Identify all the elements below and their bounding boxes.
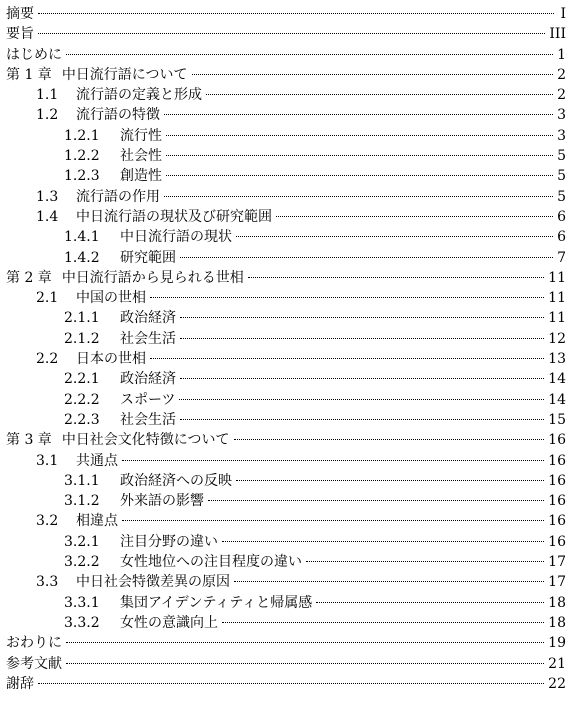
toc-entry-title: 中日社会文化特徴について (61, 432, 230, 449)
dot-leader (66, 663, 544, 664)
dot-leader (180, 338, 544, 339)
toc-entry-title: 謝辞 (6, 675, 34, 692)
toc-entry-page-number: 3 (557, 127, 566, 144)
toc-entry-label (36, 451, 118, 471)
toc-entry[interactable] (6, 654, 566, 674)
toc-entry-title: 流行語の定義と形成 (76, 87, 202, 104)
toc-entry-page-number: 5 (557, 168, 566, 185)
toc-entry[interactable] (6, 126, 566, 146)
toc-entry-label (6, 430, 230, 450)
dot-leader (38, 33, 545, 34)
toc-entry-title: 外来語の影響 (120, 493, 204, 510)
toc-entry[interactable] (6, 451, 566, 471)
toc-entry-title: 流行語の作用 (76, 188, 160, 205)
toc-entry-number: 1.2.2 (64, 148, 100, 165)
toc-entry-title: スポーツ (120, 391, 176, 408)
toc-entry-title: 相違点 (76, 513, 118, 530)
toc-entry-title: 女性地位への注目程度の違い (120, 554, 302, 571)
toc-entry[interactable] (6, 288, 566, 308)
toc-entry-label (64, 227, 232, 247)
toc-entry[interactable] (6, 248, 566, 268)
toc-entry-number: 3.2.1 (64, 533, 100, 550)
toc-entry-label (64, 146, 162, 166)
dot-leader (306, 561, 544, 562)
toc-entry-page-number: 22 (548, 675, 566, 692)
toc-entry[interactable] (6, 45, 566, 65)
toc-entry[interactable] (6, 674, 566, 694)
toc-entry[interactable] (6, 430, 566, 450)
dot-leader (222, 541, 544, 542)
toc-entry-number: 3.3 (36, 574, 59, 591)
toc-entry-label (36, 187, 160, 207)
toc-entry-number: 2.1 (36, 290, 59, 307)
toc-entry-label (64, 126, 162, 146)
toc-entry-number: 第 1 章 (6, 66, 52, 83)
toc-entry-title: 共通点 (76, 452, 118, 469)
toc-entry-page-number: 16 (548, 452, 566, 469)
toc-entry[interactable] (6, 471, 566, 491)
toc-entry-title: 中日流行語について (61, 66, 188, 83)
toc-entry[interactable] (6, 633, 566, 653)
dot-leader (66, 54, 553, 55)
toc-entry-page-number: 18 (548, 614, 566, 631)
dot-leader (316, 602, 544, 603)
toc-entry[interactable] (6, 369, 566, 389)
toc-entry[interactable] (6, 85, 566, 105)
dot-leader (166, 175, 553, 176)
dot-leader (180, 378, 544, 379)
toc-entry-number: 1.4 (36, 208, 59, 225)
toc-entry-title: 参考文献 (6, 655, 62, 672)
toc-entry-page-number: 18 (548, 594, 566, 611)
toc-entry-page-number: 19 (548, 635, 566, 652)
dot-leader (180, 317, 544, 318)
toc-entry-page-number: 2 (557, 66, 566, 83)
toc-entry-page-number: 17 (548, 554, 566, 571)
toc-entry-label (64, 390, 175, 410)
dot-leader (206, 94, 553, 95)
toc-entry-number: 3.1 (36, 452, 59, 469)
dot-leader (150, 297, 544, 298)
toc-entry-number: 3.1.2 (64, 493, 100, 510)
toc-entry-page-number: 13 (548, 351, 566, 368)
toc-entry[interactable] (6, 593, 566, 613)
dot-leader (180, 419, 544, 420)
toc-entry-title: 創造性 (120, 168, 162, 185)
dot-leader (122, 460, 544, 461)
toc-entry-number: 3.3.2 (64, 614, 100, 631)
toc-entry-number: 1.2.3 (64, 168, 100, 185)
toc-entry-page-number: 14 (548, 391, 566, 408)
toc-entry[interactable] (6, 146, 566, 166)
toc-entry-label (36, 349, 146, 369)
toc-entry-page-number: I (560, 6, 566, 22)
toc-entry[interactable] (6, 491, 566, 511)
toc-entry-label (64, 613, 218, 633)
toc-entry-title: 中日流行語の現状及び研究範囲 (76, 208, 272, 225)
dot-leader (234, 581, 544, 582)
toc-entry[interactable] (6, 511, 566, 531)
toc-entry-label (6, 4, 34, 24)
toc-entry[interactable] (6, 349, 566, 369)
dot-leader (166, 155, 553, 156)
toc-entry-label (64, 369, 176, 389)
toc-entry-number: 2.1.1 (64, 310, 100, 327)
toc-entry-label (36, 572, 230, 592)
toc-entry-number: 2.2 (36, 351, 59, 368)
toc-entry[interactable] (6, 4, 566, 24)
dot-leader (236, 236, 553, 237)
toc-entry-page-number: 15 (548, 411, 566, 428)
toc-entry-label (64, 308, 176, 328)
toc-entry-label (6, 24, 34, 44)
dot-leader (122, 520, 544, 521)
toc-entry-title: 社会生活 (120, 330, 176, 347)
toc-entry-page-number: 6 (557, 208, 566, 225)
toc-entry-title: 摘要 (6, 6, 34, 22)
dot-leader (164, 196, 553, 197)
toc-entry-title: 集団アイデンティティと帰属感 (120, 594, 313, 611)
toc-entry-label (6, 65, 188, 85)
toc-entry-number: 1.3 (36, 188, 59, 205)
toc-entry-title: 政治経済への反映 (120, 472, 232, 489)
toc-entry[interactable] (6, 572, 566, 592)
toc-entry[interactable] (6, 552, 566, 572)
toc-entry-page-number: 21 (548, 655, 566, 672)
toc-entry-page-number: 5 (557, 188, 566, 205)
dot-leader (236, 480, 544, 481)
toc-entry-number: 2.1.2 (64, 330, 100, 347)
dot-leader (192, 74, 554, 75)
toc-entry-label (64, 329, 176, 349)
toc-entry[interactable] (6, 187, 566, 207)
toc-entry-label (6, 45, 62, 65)
toc-entry-page-number: 6 (557, 229, 566, 246)
toc-entry-title: おわりに (6, 635, 62, 652)
toc-entry[interactable] (6, 613, 566, 633)
toc-entry[interactable] (6, 105, 566, 125)
toc-entry-label (36, 105, 160, 125)
toc-entry[interactable] (6, 532, 566, 552)
dot-leader (38, 683, 544, 684)
toc-entry-number: 第 3 章 (6, 432, 52, 449)
toc-entry-page-number: 17 (548, 574, 566, 591)
toc-entry-title: 政治経済 (120, 371, 176, 388)
toc-entry-label (6, 674, 34, 694)
toc-entry-page-number: 16 (548, 513, 566, 530)
toc-entry-page-number: 11 (548, 290, 566, 307)
toc-entry-page-number: 16 (548, 533, 566, 550)
toc-entry-label (64, 471, 232, 491)
dot-leader (208, 500, 544, 501)
toc-entry-label (6, 268, 244, 288)
toc-entry-number: 3.2.2 (64, 554, 100, 571)
toc-entry-number: 2.2.2 (64, 391, 100, 408)
toc-entry-number: 1.4.1 (64, 229, 100, 246)
toc-entry-page-number: 2 (557, 87, 566, 104)
toc-entry-page-number: 5 (557, 148, 566, 165)
toc-entry-title: 中国の世相 (76, 290, 146, 307)
dot-leader (222, 622, 544, 623)
toc-entry-title: 要旨 (6, 26, 34, 43)
toc-entry-page-number: 3 (557, 107, 566, 124)
dot-leader (150, 358, 544, 359)
toc-entry-label (64, 552, 302, 572)
toc-entry-number: 1.2 (36, 107, 59, 124)
toc-entry[interactable] (6, 410, 566, 430)
toc-entry-title: 注目分野の違い (120, 533, 218, 550)
toc-entry-page-number: 1 (557, 46, 566, 63)
toc-entry[interactable] (6, 65, 566, 85)
toc-entry-number: 2.2.1 (64, 371, 100, 388)
toc-entry-title: はじめに (6, 46, 62, 63)
toc-entry-page-number: III (549, 26, 566, 43)
toc-entry-page-number: 16 (548, 432, 566, 449)
toc-entry-title: 流行性 (120, 127, 162, 144)
toc-entry-title: 中日流行語から見られる世相 (61, 269, 244, 286)
toc-entry-page-number: 14 (548, 371, 566, 388)
toc-entry-label (64, 532, 218, 552)
toc-entry-number: 2.2.3 (64, 411, 100, 428)
toc-entry-title: 社会生活 (120, 411, 176, 428)
toc-entry-title: 社会性 (120, 148, 162, 165)
toc-entry[interactable] (6, 207, 566, 227)
toc-entry-page-number: 11 (548, 310, 566, 327)
toc-entry-number: 1.1 (36, 87, 59, 104)
toc-entry-number: 3.1.1 (64, 472, 100, 489)
toc-entry-number: 3.3.1 (64, 594, 100, 611)
toc-entry-number: 1.4.2 (64, 249, 100, 266)
toc-entry-title: 女性の意識向上 (120, 614, 218, 631)
toc-entry-label (64, 410, 176, 430)
toc-entry[interactable] (6, 308, 566, 328)
toc-entry-label (64, 248, 176, 268)
toc-entry-title: 政治経済 (120, 310, 176, 327)
toc-entry-number: 第 2 章 (6, 269, 52, 286)
toc-entry-label (36, 207, 272, 227)
toc-entry[interactable] (6, 24, 566, 44)
toc-entry[interactable] (6, 329, 566, 349)
toc-entry[interactable] (6, 166, 566, 186)
toc-entry-page-number: 16 (548, 493, 566, 510)
toc-entry-title: 研究範囲 (120, 249, 176, 266)
dot-leader (234, 439, 545, 440)
toc-entry-title: 流行語の特徴 (76, 107, 160, 124)
toc-entry-label (36, 511, 118, 531)
toc-entry-number: 1.2.1 (64, 127, 100, 144)
dot-leader (180, 257, 553, 258)
toc-entry-page-number: 7 (557, 249, 566, 266)
toc-entry[interactable] (6, 268, 566, 288)
dot-leader (179, 399, 544, 400)
toc-entry-label (6, 654, 62, 674)
toc-entry-page-number: 16 (548, 472, 566, 489)
toc-entry-page-number: 12 (548, 330, 566, 347)
toc-entry-title: 日本の世相 (76, 351, 146, 368)
toc-entry-label (64, 491, 204, 511)
toc-entry[interactable] (6, 390, 566, 410)
toc-entry-title: 中日社会特徴差異の原因 (76, 574, 230, 591)
toc-entry-label (64, 593, 312, 613)
dot-leader (166, 135, 553, 136)
dot-leader (276, 216, 553, 217)
toc-entry-label (36, 85, 202, 105)
dot-leader (164, 114, 553, 115)
dot-leader (248, 277, 544, 278)
toc-entry-label (36, 288, 146, 308)
toc-entry[interactable] (6, 227, 566, 247)
toc-entry-title: 中日流行語の現状 (120, 229, 232, 246)
toc-entry-number: 3.2 (36, 513, 59, 530)
toc-entry-page-number: 11 (548, 269, 566, 286)
toc-entry-label (6, 633, 62, 653)
dot-leader (66, 642, 544, 643)
toc-entry-label (64, 166, 162, 186)
dot-leader (38, 13, 554, 14)
